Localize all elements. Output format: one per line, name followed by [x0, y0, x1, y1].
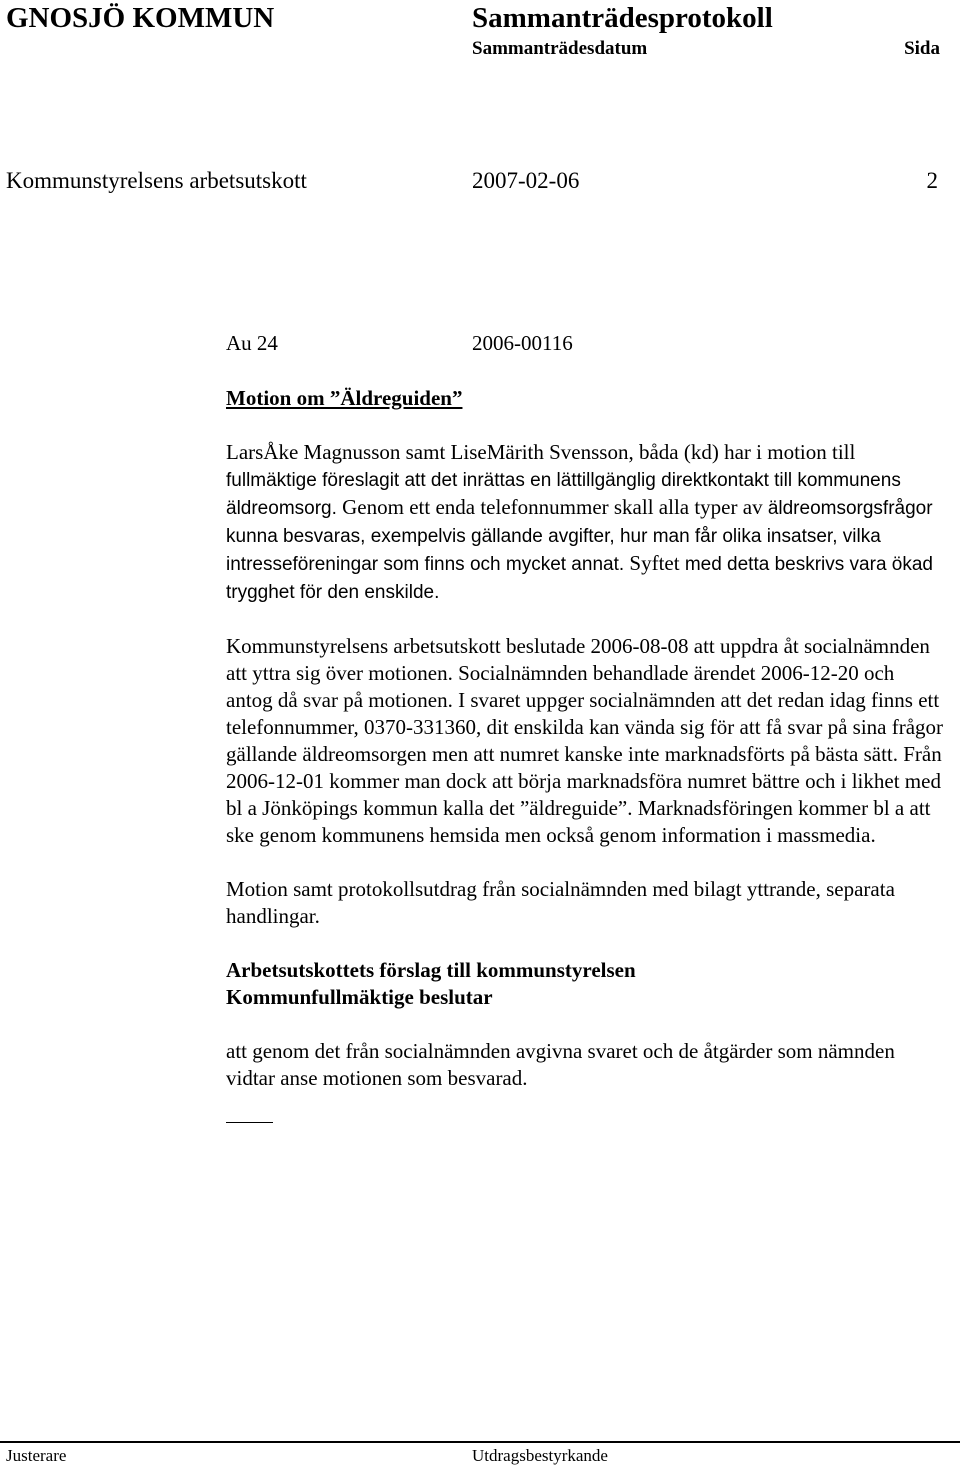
- paragraph1-tail2: Syftet: [624, 551, 680, 575]
- item-number: Au 24: [226, 331, 278, 355]
- paragraph-handling: Kommunstyrelsens arbetsutskott beslutade 2006-08-08 att uppdra åt socialnämnden att yttra sig över motionen. Socialnämnden behandlade ärendet 2006-12-20 och antog då svar på motionen. I svaret uppger socialnämnden att det redan idag finns ett telefonnummer, 0370-331360, dit enskilda kan vända sig för att få svar på sina frågor gällande äldreomsorgen men att numret kanske inte marknadsförts på bästa sätt. Från 2006-12-01 kommer man dock att börja marknadsföra numret bättre och i likhet med bl a Jönköpings kommun kalla det ”äldreguide”. Marknadsföringen kommer bl a att ske genom kommunens hemsida men också genom information i massmedia.: [226, 634, 944, 847]
- page-number: 2: [926, 168, 938, 193]
- decision-text: att genom det från socialnämnden avgivna svaret och de åtgärder som nämnden vidtar anse motionen som besvarad.: [226, 1039, 895, 1090]
- end-separator: [226, 1112, 273, 1123]
- paragraph1-part1: fullmäktige föreslagit att det inrättas en lättillgänglig direktkontakt till: [226, 470, 793, 491]
- meeting-date-label: Sammanträdesdatum: [472, 38, 648, 59]
- paragraph1-part2: kommunens äldreomsorg.: [226, 470, 901, 519]
- paragraph-documents: Motion samt protokollsutdrag från socialnämnden med bilagt yttrande, separata handlingar.: [226, 877, 895, 928]
- item-title: Motion om ”Äldreguiden”: [226, 386, 463, 410]
- protocol-item: [226, 330, 946, 1123]
- document-type: Sammanträdesprotokoll: [472, 2, 773, 34]
- adjuster-label: Justerare: [6, 1446, 67, 1465]
- paragraph1-part5: med detta beskrivs vara ökad trygghet för den enskilde.: [226, 554, 933, 603]
- proposal-heading: Arbetsutskottets förslag till kommunstyrelsen: [226, 958, 636, 982]
- footer-rule: [0, 1441, 960, 1443]
- organization-name: GNOSJÖ KOMMUN: [6, 2, 275, 34]
- paragraph1-lead: LarsÅke Magnusson samt LiseMärith Svensson, båda (kd) har i motion till: [226, 440, 856, 464]
- committee-name: Kommunstyrelsens arbetsutskott: [6, 168, 307, 193]
- paragraph-motion-summary: [226, 439, 946, 606]
- page-label: Sida: [904, 38, 940, 59]
- extract-certification-label: Utdragsbestyrkande: [472, 1446, 608, 1465]
- case-number: 2006-00116: [472, 331, 573, 355]
- paragraph1-part3: äldreomsorgsfrågor kunna besvaras, exempelvis gällande avgifter, hur man: [226, 498, 933, 547]
- paragraph1-tail: Genom ett enda telefonnummer skall alla typer av: [336, 495, 763, 519]
- item-reference: [226, 330, 946, 357]
- decision-heading: Kommunfullmäktige beslutar: [226, 985, 493, 1009]
- meeting-date: 2007-02-06: [472, 168, 580, 193]
- paragraph1-part4: får olika insatser, vilka intresseföreningar som finns och mycket annat.: [226, 526, 881, 575]
